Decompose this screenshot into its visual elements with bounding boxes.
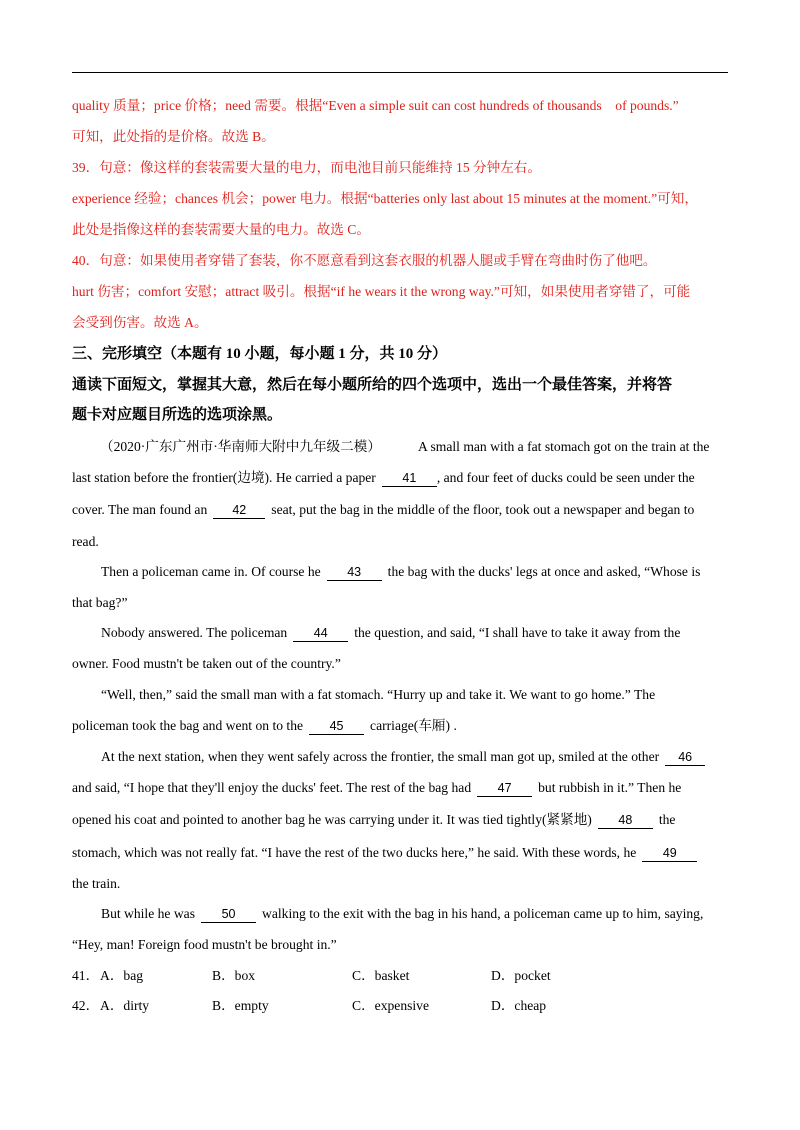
blank-47: 47 bbox=[477, 780, 532, 797]
blank-44: 44 bbox=[293, 625, 348, 642]
passage-line bbox=[101, 623, 731, 643]
blank-49: 49 bbox=[642, 845, 697, 862]
passage-line: that bag?” bbox=[72, 595, 128, 610]
passage-line bbox=[72, 716, 732, 736]
passage-text: stomach, which was not really fat. “I have the rest of the two ducks here,” he said. With these words, he bbox=[72, 845, 637, 860]
question-number: 41． bbox=[72, 968, 100, 983]
blank-42: 42 bbox=[213, 502, 265, 519]
passage-line: read. bbox=[72, 534, 99, 549]
passage-text: walking to the exit with the bag in his hand, a policeman came up to him, saying, bbox=[262, 906, 704, 921]
passage-line bbox=[72, 437, 732, 457]
explanation-39-title: 39．句意：像这样的套装需要大量的电力，而电池目前只能维持 15 分钟左右。 bbox=[72, 160, 541, 175]
passage-line bbox=[72, 468, 732, 488]
question-number: 42． bbox=[72, 998, 100, 1013]
explanation-38-line-2: 可知，此处指的是价格。故选 B。 bbox=[72, 129, 275, 144]
passage-line bbox=[72, 810, 732, 830]
passage-text: carriage(车厢) . bbox=[370, 718, 457, 733]
passage-line: “Hey, man! Foreign food mustn't be brought in.” bbox=[72, 937, 337, 952]
passage-source: （2020·广东广州市·华南师大附中九年级二模） bbox=[100, 439, 381, 454]
blank-45: 45 bbox=[309, 718, 364, 735]
blank-43: 43 bbox=[327, 564, 382, 581]
passage-text: At the next station, when they went safely across the frontier, the small man got up, smiled at the other bbox=[101, 749, 660, 764]
passage-text: opened his coat and pointed to another bag he was carrying under it. It was tied tightly(紧紧地) bbox=[72, 812, 592, 827]
passage-line bbox=[101, 562, 731, 582]
passage-text: the question, and said, “I shall have to take it away from the bbox=[354, 625, 681, 640]
passage-line: owner. Food mustn't be taken out of the country.” bbox=[72, 656, 341, 671]
option-c[interactable]: C．expensive bbox=[352, 998, 430, 1013]
passage-text: Nobody answered. The policeman bbox=[101, 625, 288, 640]
blank-48: 48 bbox=[598, 812, 653, 829]
passage-text: cover. The man found an bbox=[72, 502, 208, 517]
section-instruction-line-1: 通读下面短文，掌握其大意，然后在每小题所给的四个选项中，选出一个最佳答案，并将答 bbox=[72, 377, 673, 393]
passage-text: But while he was bbox=[101, 906, 196, 921]
option-c[interactable]: C．basket bbox=[352, 968, 410, 983]
explanation-39-line-2: 此处是指像这样的套装需要大量的电力。故选 C。 bbox=[72, 222, 370, 237]
blank-50: 50 bbox=[201, 906, 256, 923]
passage-text: policeman took the bag and went on to the bbox=[72, 718, 304, 733]
passage-line bbox=[101, 904, 731, 924]
option-b[interactable]: B．box bbox=[212, 968, 256, 983]
option-a[interactable]: A．bag bbox=[100, 968, 144, 983]
explanation-40-title: 40．句意：如果使用者穿错了套装，你不愿意看到这套衣服的机器人腿或手臂在弯曲时伤了他吧。 bbox=[72, 253, 657, 268]
section-instruction-line-2: 题卡对应题目所选的选项涂黑。 bbox=[72, 407, 283, 423]
passage-text: A small man with a fat stomach got on the train at the bbox=[418, 439, 710, 454]
passage-text: the bbox=[658, 812, 676, 827]
explanation-39-line-1: experience 经验；chances 机会；power 电力。根据“batteries only last about 15 minutes at the moment.”可知， bbox=[72, 191, 698, 206]
passage-text: seat, put the bag in the middle of the floor, took out a newspaper and began to bbox=[271, 502, 695, 517]
option-b[interactable]: B．empty bbox=[212, 998, 269, 1013]
passage-line bbox=[101, 747, 731, 767]
passage-text: last station before the frontier(边境). He carried a paper bbox=[72, 470, 376, 485]
passage-line bbox=[72, 843, 732, 863]
passage-text: and said, “I hope that they'll enjoy the ducks' feet. The rest of the bag had bbox=[72, 780, 472, 795]
passage-text: the bag with the ducks' legs at once and asked, “Whose is bbox=[387, 564, 701, 579]
header-rule bbox=[72, 72, 728, 73]
passage-line: the train. bbox=[72, 876, 121, 891]
option-d[interactable]: D．pocket bbox=[491, 968, 551, 983]
option-d[interactable]: D．cheap bbox=[491, 998, 547, 1013]
blank-41: 41 bbox=[382, 470, 437, 487]
passage-line: “Well, then,” said the small man with a fat stomach. “Hurry up and take it. We want to go home.” The bbox=[101, 687, 656, 702]
section-heading: 三、完形填空（本题有 10 小题，每小题 1 分，共 10 分） bbox=[72, 346, 448, 362]
explanation-40-line-2: 会受到伤害。故选 A。 bbox=[72, 315, 208, 330]
passage-line bbox=[72, 778, 732, 798]
explanation-40-line-1: hurt 伤害；comfort 安慰；attract 吸引。根据“if he wears it the wrong way.”可知，如果使用者穿错了，可能 bbox=[72, 284, 691, 299]
explanation-38-line-1: quality 质量；price 价格；need 需要。根据“Even a simple suit can cost hundreds of thousands of pounds.” bbox=[72, 98, 679, 113]
passage-text: Then a policeman came in. Of course he bbox=[101, 564, 321, 579]
option-a[interactable]: A．dirty bbox=[100, 998, 150, 1013]
blank-46: 46 bbox=[665, 749, 705, 766]
passage-text: , and four feet of ducks could be seen under the bbox=[436, 470, 695, 485]
passage-text: but rubbish in it.” Then he bbox=[538, 780, 682, 795]
passage-line bbox=[72, 500, 732, 520]
